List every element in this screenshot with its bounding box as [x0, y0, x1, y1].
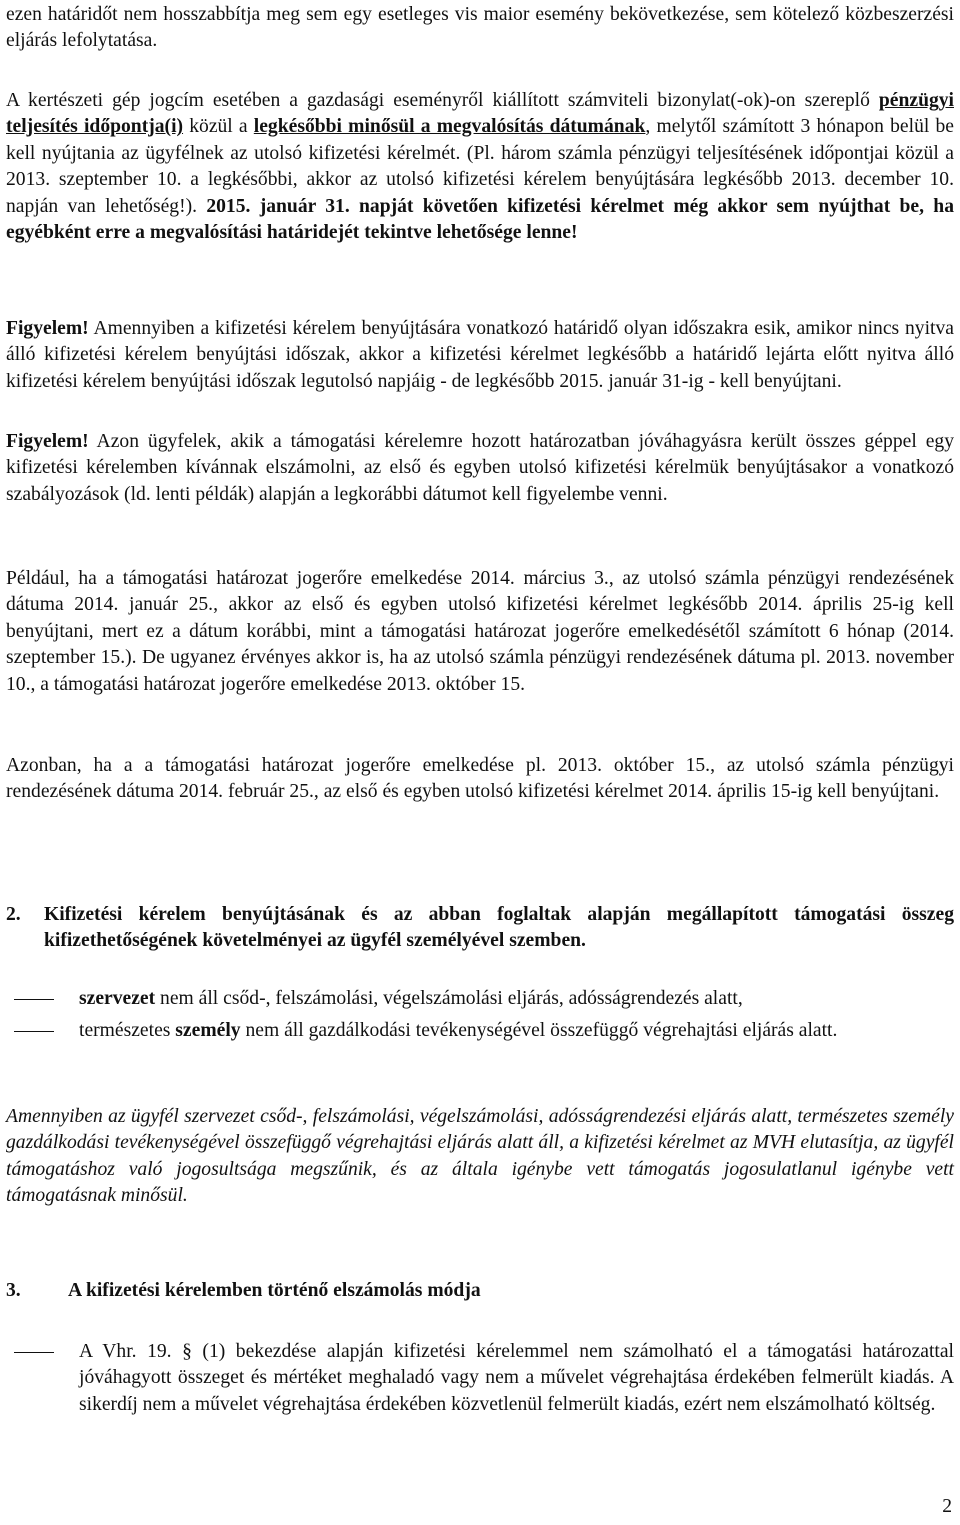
- paragraph-text: természetes: [79, 1020, 176, 1041]
- emphasis-text: személy: [175, 1020, 241, 1041]
- paragraph-text: , melytől számított 3 hónapon belül be kell nyújtania az ügyfélnek az utolsó kifizetési kérelmét. (Pl. három számla pénzügyi teljesítésének időpontjai közül a 2013. szeptember 10. a legkésőbbi, akkor az utolsó kifizetési kérelem benyújtására legkésőbb 2013. december 10. napján van lehetőség!).: [6, 116, 954, 217]
- paragraph-text: közül a: [183, 116, 254, 138]
- emphasis-text: pénzügyi teljesítés időpontja(i): [6, 90, 954, 138]
- dash-bullet-icon: [14, 1352, 54, 1353]
- paragraph-text: Például, ha a támogatási határozat jogerőre emelkedése 2014. március 3., az utolsó számla pénzügyi rendezésének dátuma 2014. január 25., akkor az első és egyben utolsó kifizetési kérelmet legkésőbb 2014. április 25-ig kell benyújtani, mert ez a dátum korábbi, mint a támogatási határozat jogerőre emelkedésétől számított 6 hónap (2014. szeptember 15.). De ugyanez érvényes akkor is, ha az utolsó számla pénzügyi rendezésének dátuma pl. 2013. november 10., a támogatási határozat jogerőre emelkedése 2013. október 15.: [6, 568, 954, 695]
- section-2-heading: Kifizetési kérelem benyújtásának és az abban foglaltak alapján megállapított támogatási összeg kifizethetőségének követelményei az ügyfél személyével szemben.: [44, 904, 954, 952]
- paragraph-example-2: [6, 753, 954, 806]
- paragraph-attention-1: [6, 316, 954, 395]
- list-item: [6, 986, 954, 1012]
- paragraph-deadline-extension: [6, 2, 954, 55]
- list-item-text: A Vhr. 19. § (1) bekezdése alapján kifizetési kérelemmel nem számolható el a támogatási határozattal jóváhagyott összeget és mértéket meghaladó vagy nem a művelet végrehajtása érdekében felmerült kiadás. A sikerdíj nem a művelet végrehajtása érdekében közvetlenül felmerült kiadás, ezért nem elszámolható költség.: [79, 1341, 954, 1415]
- list-item: [6, 1339, 954, 1415]
- paragraph-rejection-note: Amennyiben az ügyfél szervezet csőd-, felszámolási, végelszámolási, adósságrendezési eljárás alatt, természetes személy gazdálkodási tevékenységével összefüggő végrehajtási eljárás alatt áll, a kifizetési kérelmet az MVH elutasítja, az ügyfél támogatáshoz való jogosultsága megszűnik, és az általa igénybe vett támogatás jogosulatlanul igénybe vett támogatásnak minősül.: [6, 1106, 954, 1207]
- section-3-heading: A kifizetési kérelemben történő elszámolás módja: [68, 1280, 481, 1301]
- dash-bullet-icon: [14, 1031, 54, 1032]
- emphasis-text: legkésőbbi minősül a megvalósítás dátumának: [253, 116, 646, 138]
- list-item: [6, 1018, 954, 1044]
- dash-bullet-icon: [14, 999, 54, 1000]
- paragraph-text: Amennyiben a kifizetési kérelem benyújtására vonatkozó határidő olyan időszakra esik, amikor nincs nyitva álló kifizetési kérelem benyújtási időszak, akkor a kifizetési kérelmet legkésőbb a határidő lejárta előtt nyitva álló kifizetési kérelem benyújtási időszak legutolsó napjáig - de legkésőbb 2015. január 31-ig - kell benyújtani.: [6, 318, 954, 392]
- attention-label: Figyelem!: [6, 318, 89, 339]
- paragraph-text: nem áll csőd-, felszámolási, végelszámolási eljárás, adósságrendezés alatt,: [155, 988, 743, 1009]
- attention-label: Figyelem!: [6, 431, 89, 452]
- paragraph-text: A kertészeti gép jogcím esetében a gazdasági eseményről kiállított számviteli bizonylat(-ok)-on szereplő: [6, 90, 879, 111]
- paragraph-attention-2: [6, 429, 954, 508]
- emphasis-text: szervezet: [79, 988, 156, 1009]
- paragraph-horticultural-machine: [6, 88, 954, 246]
- paragraph-text: Azon ügyfelek, akik a támogatási kérelemre hozott határozatban jóváhagyásra került összes géppel egy kifizetési kérelemben kívánnak elszámolni, az első és egyben utolsó kifizetési kérelmük benyújtásakor a vonatkozó szabályozások (ld. lenti példák) alapján a legkorábbi dátumot kell figyelembe venni.: [6, 431, 954, 505]
- paragraph-text: nem áll gazdálkodási tevékenységével összefüggő végrehajtási eljárás alatt.: [240, 1020, 838, 1041]
- paragraph-example-1: [6, 566, 954, 698]
- paragraph-text: ezen határidőt nem hosszabbítja meg sem egy esetleges vis maior esemény bekövetkezése, sem kötelező közbeszerzési eljárás lefolytatása.: [6, 4, 954, 52]
- list-item-text: [79, 1018, 954, 1044]
- page-number: 2: [942, 1496, 952, 1517]
- emphasis-text: 2015. január 31. napját követően kifizetési kérelmet még akkor sem nyújthat be, ha egyébként erre a megvalósítási határidejét tekintve lehetősége lenne!: [6, 195, 954, 244]
- list-item-text: [79, 986, 954, 1012]
- section-2-number: 2.: [6, 904, 21, 925]
- section-3-number: 3.: [6, 1280, 21, 1301]
- paragraph-text: Azonban, ha a a támogatási határozat jogerőre emelkedése pl. 2013. október 15., az utolsó számla pénzügyi rendezésének dátuma 2014. február 25., az első és egyben utolsó kifizetési kérelmet 2014. április 15-ig kell benyújtani.: [6, 755, 954, 803]
